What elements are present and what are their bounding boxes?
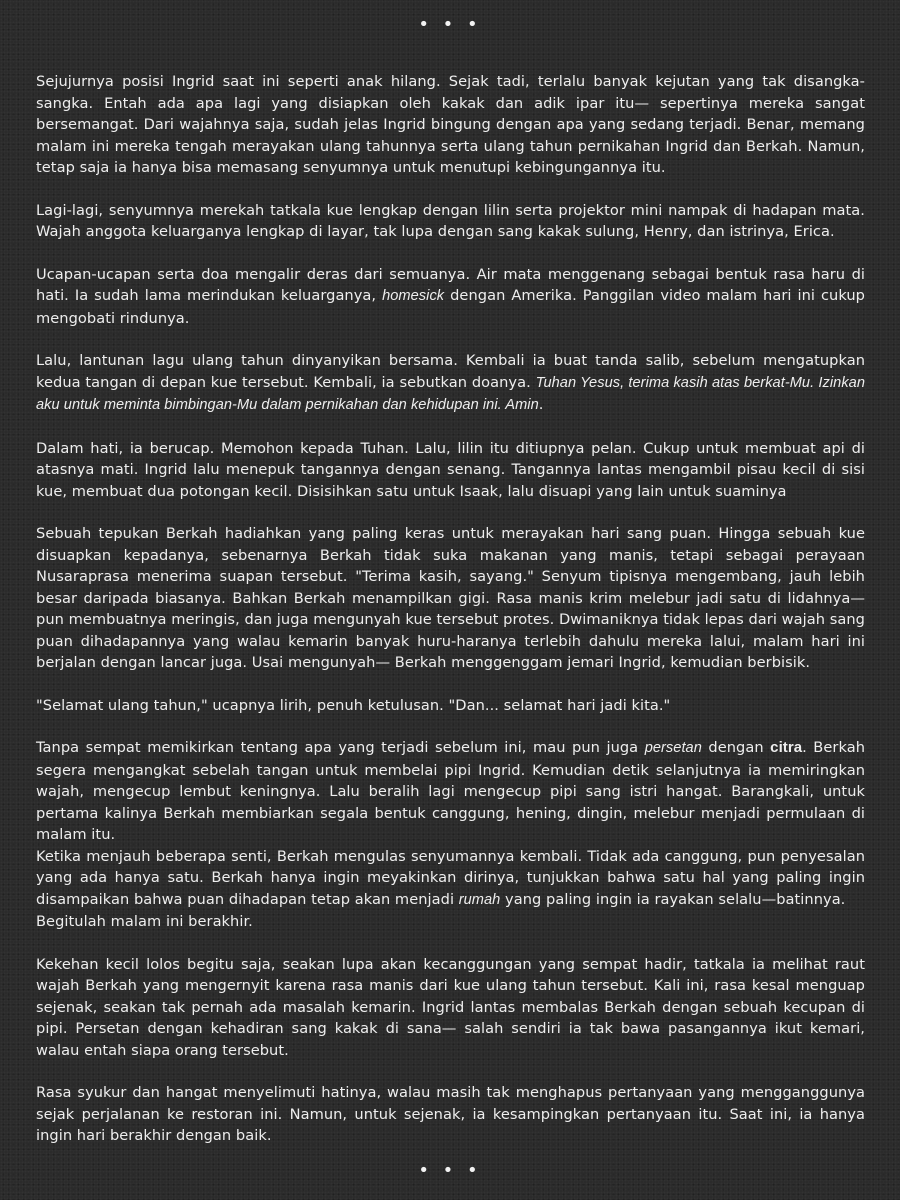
paragraph-4-text-a: Lalu, lantunan lagu ulang tahun dinyanyikan bersama. Kembali ia buat tanda salib, sebelum mengatupkan kedua tangan di depan kue tersebut. Kembali, ia sebutkan doanya. [36,352,865,391]
paragraph-9 [36,846,865,912]
paragraph-3-text-c: dengan Amerika. Panggilan video malam hari ini cukup mengobati rindunya. [36,287,866,327]
paragraph-2: Lagi-lagi, senyumnya merekah tatkala kue lengkap dengan lilin serta projektor mini nampak di hadapan mata. Wajah anggota keluarganya lengkap di layar, tak lupa dengan sang kakak sulung, Henry, dan istrinya, Erica. [36,201,865,240]
paragraph-8-bold: citra [770,739,803,756]
paragraph-10: Begitulah malam ini berakhir. [36,913,253,930]
paragraph-8 [36,737,865,846]
paragraph-3-italic: homesick [382,288,445,304]
paragraph-4-prayer: Tuhan Yesus, terima kasih atas berkat-Mu. Izinkan aku untuk meminta bimbingan-Mu dalam pernikahan dan kehidupan ini. Amin [36,374,866,413]
paragraph-12: Rasa syukur dan hangat menyelimuti hatinya, walau masih tak menghapus pertanyaan yang mengganggunya sejak perjalanan ke restoran ini. Namun, untuk sejenak, ia kesampingkan pertanyaan itu. Saat ini, ia hanya ingin hari berakhir dengan baik. [36,1084,865,1144]
paragraph-8-italic: persetan [644,740,702,756]
paragraph-3 [36,264,865,330]
paragraph-4 [36,350,865,417]
paragraph-6: Sebuah tepukan Berkah hadiahkan yang paling keras untuk merayakan hari sang puan. Hingga sebuah kue disuapkan kepadanya, sebenarnya Berkah tidak suka makanan yang manis, tetapi sebagai perayaan Nusaraprasa menerima suapan tersebut. "Terima kasih, sayang." Senyum tipisnya mengembang, jauh lebih besar daripada biasanya. Bahkan Berkah menampilkan gigi. Rasa manis krim melebur jadi satu di lidahnya—pun membuatnya meringis, dan juga mengunyah kue tersebut protes. Dwimaniknya tidak lepas dari wajah sang puan dihadapannya yang walau kemarin banyak huru-haranya terlebih dahulu mereka lalui, malam hari ini berjalan dengan lancar juga. Usai mengunyah— Berkah menggenggam jemari Ingrid, kemudian berbisik. [36,525,865,671]
paragraph-8-text-e: . Berkah segera mengangkat sebelah tangan untuk membelai pipi Ingrid. Kemudian detik selanjutnya ia memiringkan wajah, mengecup lembut keningnya. Lalu beralih lagi mengecup pipi sang istri hangat. Barangkali, untuk pertama kalinya Berkah membiarkan segala bentuk canggung, hening, dingin, melebur menjadi permulaan di malam itu. [36,739,865,843]
paragraph-8-text-a: Tanpa sempat memikirkan tentang apa yang terjadi sebelum ini, mau pun juga [36,739,645,756]
scene-divider-bottom: • • • [418,1160,482,1181]
scene-divider-top: • • • [418,14,482,35]
paragraph-11: Kekehan kecil lolos begitu saja, seakan lupa akan kecanggungan yang sempat hadir, tatkala ia melihat raut wajah Berkah yang mengernyit karena rasa manis dari kue ulang tahun tersebut. Kali ini, rasa kesal menguap sejenak, seakan tak pernah ada masalah kemarin. Ingrid lantas membalas Berkah dengan sebuah kecupan di pipi. Persetan dengan kehadiran sang kakak di sana— salah sendiri ia tak bawa pasangannya ikut kemari, walau entah siapa orang tersebut. [36,955,865,1059]
paragraph-9-text-a: Ketika menjauh beberapa senti, Berkah mengulas senyumannya kembali. Tidak ada canggung, pun penyesalan yang ada hanya satu. Berkah hanya ingin meyakinkan dirinya, tunjukkan bahwa satu hal yang paling ingin disampaikan bahwa puan dihadapan tetap akan menjadi [36,847,865,908]
paragraph-1: Sejujurnya posisi Ingrid saat ini seperti anak hilang. Sejak tadi, terlalu banyak kejutan yang tak disangka-sangka. Entah ada apa lagi yang disiapkan oleh kakak dan adik ipar itu— sepertinya mereka sangat bersemangat. Dari wajahnya saja, sudah jelas Ingrid bingung dengan apa yang sedang terjadi. Benar, memang malam ini mereka tengah merayakan ulang tahunnya serta ulang tahun pernikahan Ingrid dan Berkah. Namun, tetap saja ia hanya bisa memasang senyumnya untuk menutupi kebingungannya itu. [36,73,865,176]
paragraph-9-text-c: yang paling ingin ia rayakan selalu—batinnya. [500,890,846,908]
paragraph-3-text-a: Ucapan-ucapan serta doa mengalir deras dari semuanya. Air mata menggenang sebagai bentuk rasa haru di hati. Ia sudah lama merindukan keluarganya, [36,265,865,304]
paragraph-9-italic: rumah [458,891,501,908]
paragraph-7: "Selamat ulang tahun," ucapnya lirih, penuh ketulusan. "Dan... selamat hari jadi kita." [36,696,671,714]
story-text [36,71,865,1168]
paragraph-5: Dalam hati, ia berucap. Memohon kepada Tuhan. Lalu, lilin itu ditiupnya pelan. Cukup untuk membuat api di atasnya mati. Ingrid lalu menepuk tangannya dengan senang. Tangannya lantas mengambil pisau kecil di sisi kue, membuat dua potongan kecil. Disisihkan satu untuk Isaak, lalu disuapi yang lain untuk suaminya [36,439,865,500]
paragraph-8-text-c: dengan [701,739,771,756]
paragraph-4-text-c: . [538,396,544,413]
